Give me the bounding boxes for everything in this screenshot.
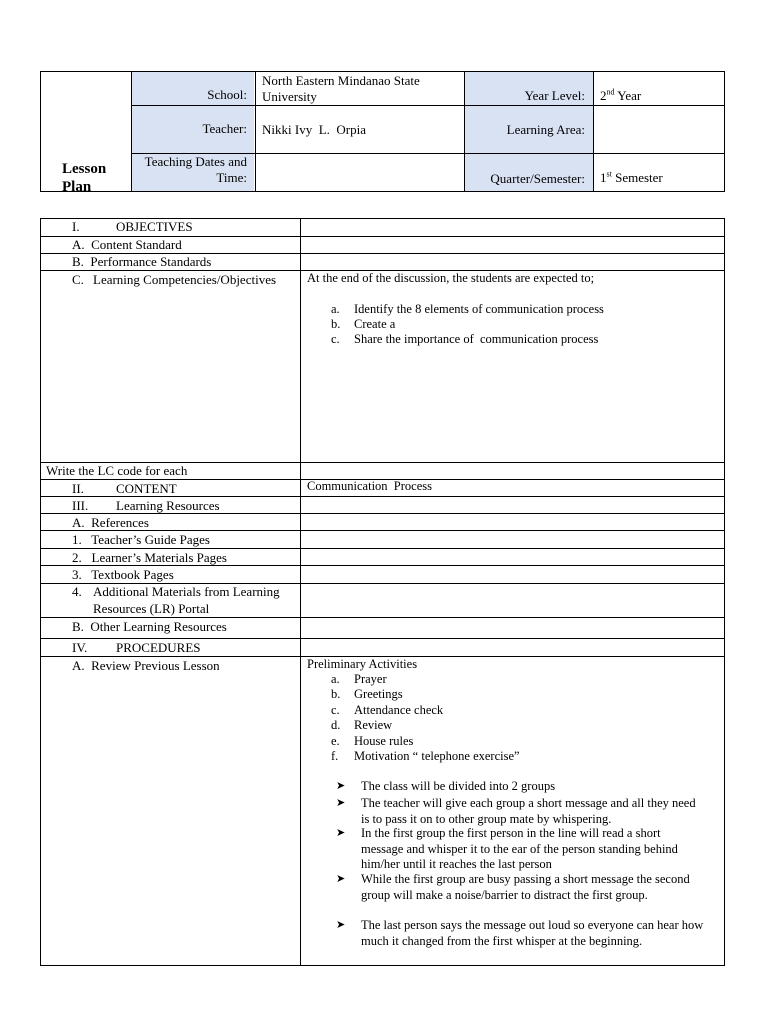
bullet-item: The teacher will give each group a short message and all they need is to pass it on to other group mate by whispering. (361, 796, 696, 826)
objective-letter: b. (331, 317, 341, 331)
teacher-label: Teacher: (202, 121, 247, 136)
teachers-guide-label: 1. Teacher’s Guide Pages (72, 532, 210, 547)
activity-letter: d. (331, 718, 341, 732)
objective-item: Identify the 8 elements of communication process (354, 302, 604, 316)
arrow-bullet-icon: ➤ (336, 919, 346, 931)
content-value: Communication Process (307, 479, 432, 493)
objective-letter: c. (331, 332, 340, 346)
references-label: A. References (72, 515, 149, 530)
school-value: North Eastern Mindanao State University (262, 73, 420, 104)
objective-item: Create a (354, 317, 396, 331)
dates-label: Teaching Dates and Time: (144, 154, 247, 185)
activity-item: Greetings (354, 687, 403, 701)
arrow-bullet-icon: ➤ (336, 780, 346, 792)
activity-item: Attendance check (354, 703, 444, 717)
arrow-bullet-icon: ➤ (336, 827, 346, 839)
review-label: A. Review Previous Lesson (72, 658, 220, 673)
other-resources-label: B. Other Learning Resources (72, 619, 227, 634)
objectives-num: I. (72, 219, 80, 234)
content-standard-label: A. Content Standard (72, 237, 182, 252)
bullet-item: In the first group the first person in the line will read a short message and whisper it to the ear of the person standing behind him/her until it reaches the last person (361, 826, 678, 871)
resources-num: III. (72, 498, 89, 513)
activity-item: House rules (354, 734, 414, 748)
arrow-bullet-icon: ➤ (336, 873, 346, 885)
objective-item: Share the importance of communication process (354, 332, 599, 346)
competencies-intro: At the end of the discussion, the students are expected to; (307, 271, 595, 285)
activity-letter: e. (331, 734, 340, 748)
bullet-item: While the first group are busy passing a short message the second group will make a noise/barrier to distract the first group. (361, 872, 690, 902)
competencies-letter: C. (72, 272, 84, 287)
quarter-label: Quarter/Semester: (490, 171, 585, 186)
lc-code-label: Write the LC code for each (46, 463, 188, 478)
activity-item: Prayer (354, 672, 387, 686)
year-level-label: Year Level: (524, 88, 585, 103)
activity-item: Motivation “ telephone exercise” (354, 749, 520, 763)
objectives-heading: OBJECTIVES (116, 219, 193, 234)
textbook-label: 3. Textbook Pages (72, 567, 174, 582)
additional-label: Additional Materials from Learning Resources (LR) Portal (93, 584, 280, 616)
bullet-item: The class will be divided into 2 groups (361, 779, 556, 793)
procedures-num: IV. (72, 640, 88, 655)
learning-area-label: Learning Area: (506, 122, 585, 137)
activity-letter: c. (331, 703, 340, 717)
activity-item: Review (354, 718, 393, 732)
resources-heading: Learning Resources (116, 498, 220, 513)
activity-letter: b. (331, 687, 341, 701)
content-num: II. (72, 481, 84, 496)
lesson-plan-title: Lesson Plan (62, 161, 107, 195)
bullet-item: The last person says the message out loud so everyone can hear how much it changed from the first whisper at the beginning. (361, 918, 704, 948)
objective-letter: a. (331, 302, 340, 316)
additional-num: 4. (72, 584, 82, 599)
learners-materials-label: 2. Learner’s Materials Pages (72, 550, 227, 565)
performance-standards-label: B. Performance Standards (72, 254, 212, 269)
teacher-value: Nikki Ivy L. Orpia (262, 122, 366, 137)
activity-letter: a. (331, 672, 340, 686)
quarter-value: 1st Semester (600, 169, 663, 185)
year-level-value: 2nd Year (600, 87, 642, 103)
competencies-label: Learning Competencies/Objectives (93, 272, 277, 287)
preliminary-title: Preliminary Activities (307, 657, 418, 671)
arrow-bullet-icon: ➤ (336, 797, 346, 809)
content-heading: CONTENT (116, 481, 177, 496)
school-label: School: (207, 87, 247, 102)
procedures-heading: PROCEDURES (116, 640, 201, 655)
activity-letter: f. (331, 749, 339, 763)
